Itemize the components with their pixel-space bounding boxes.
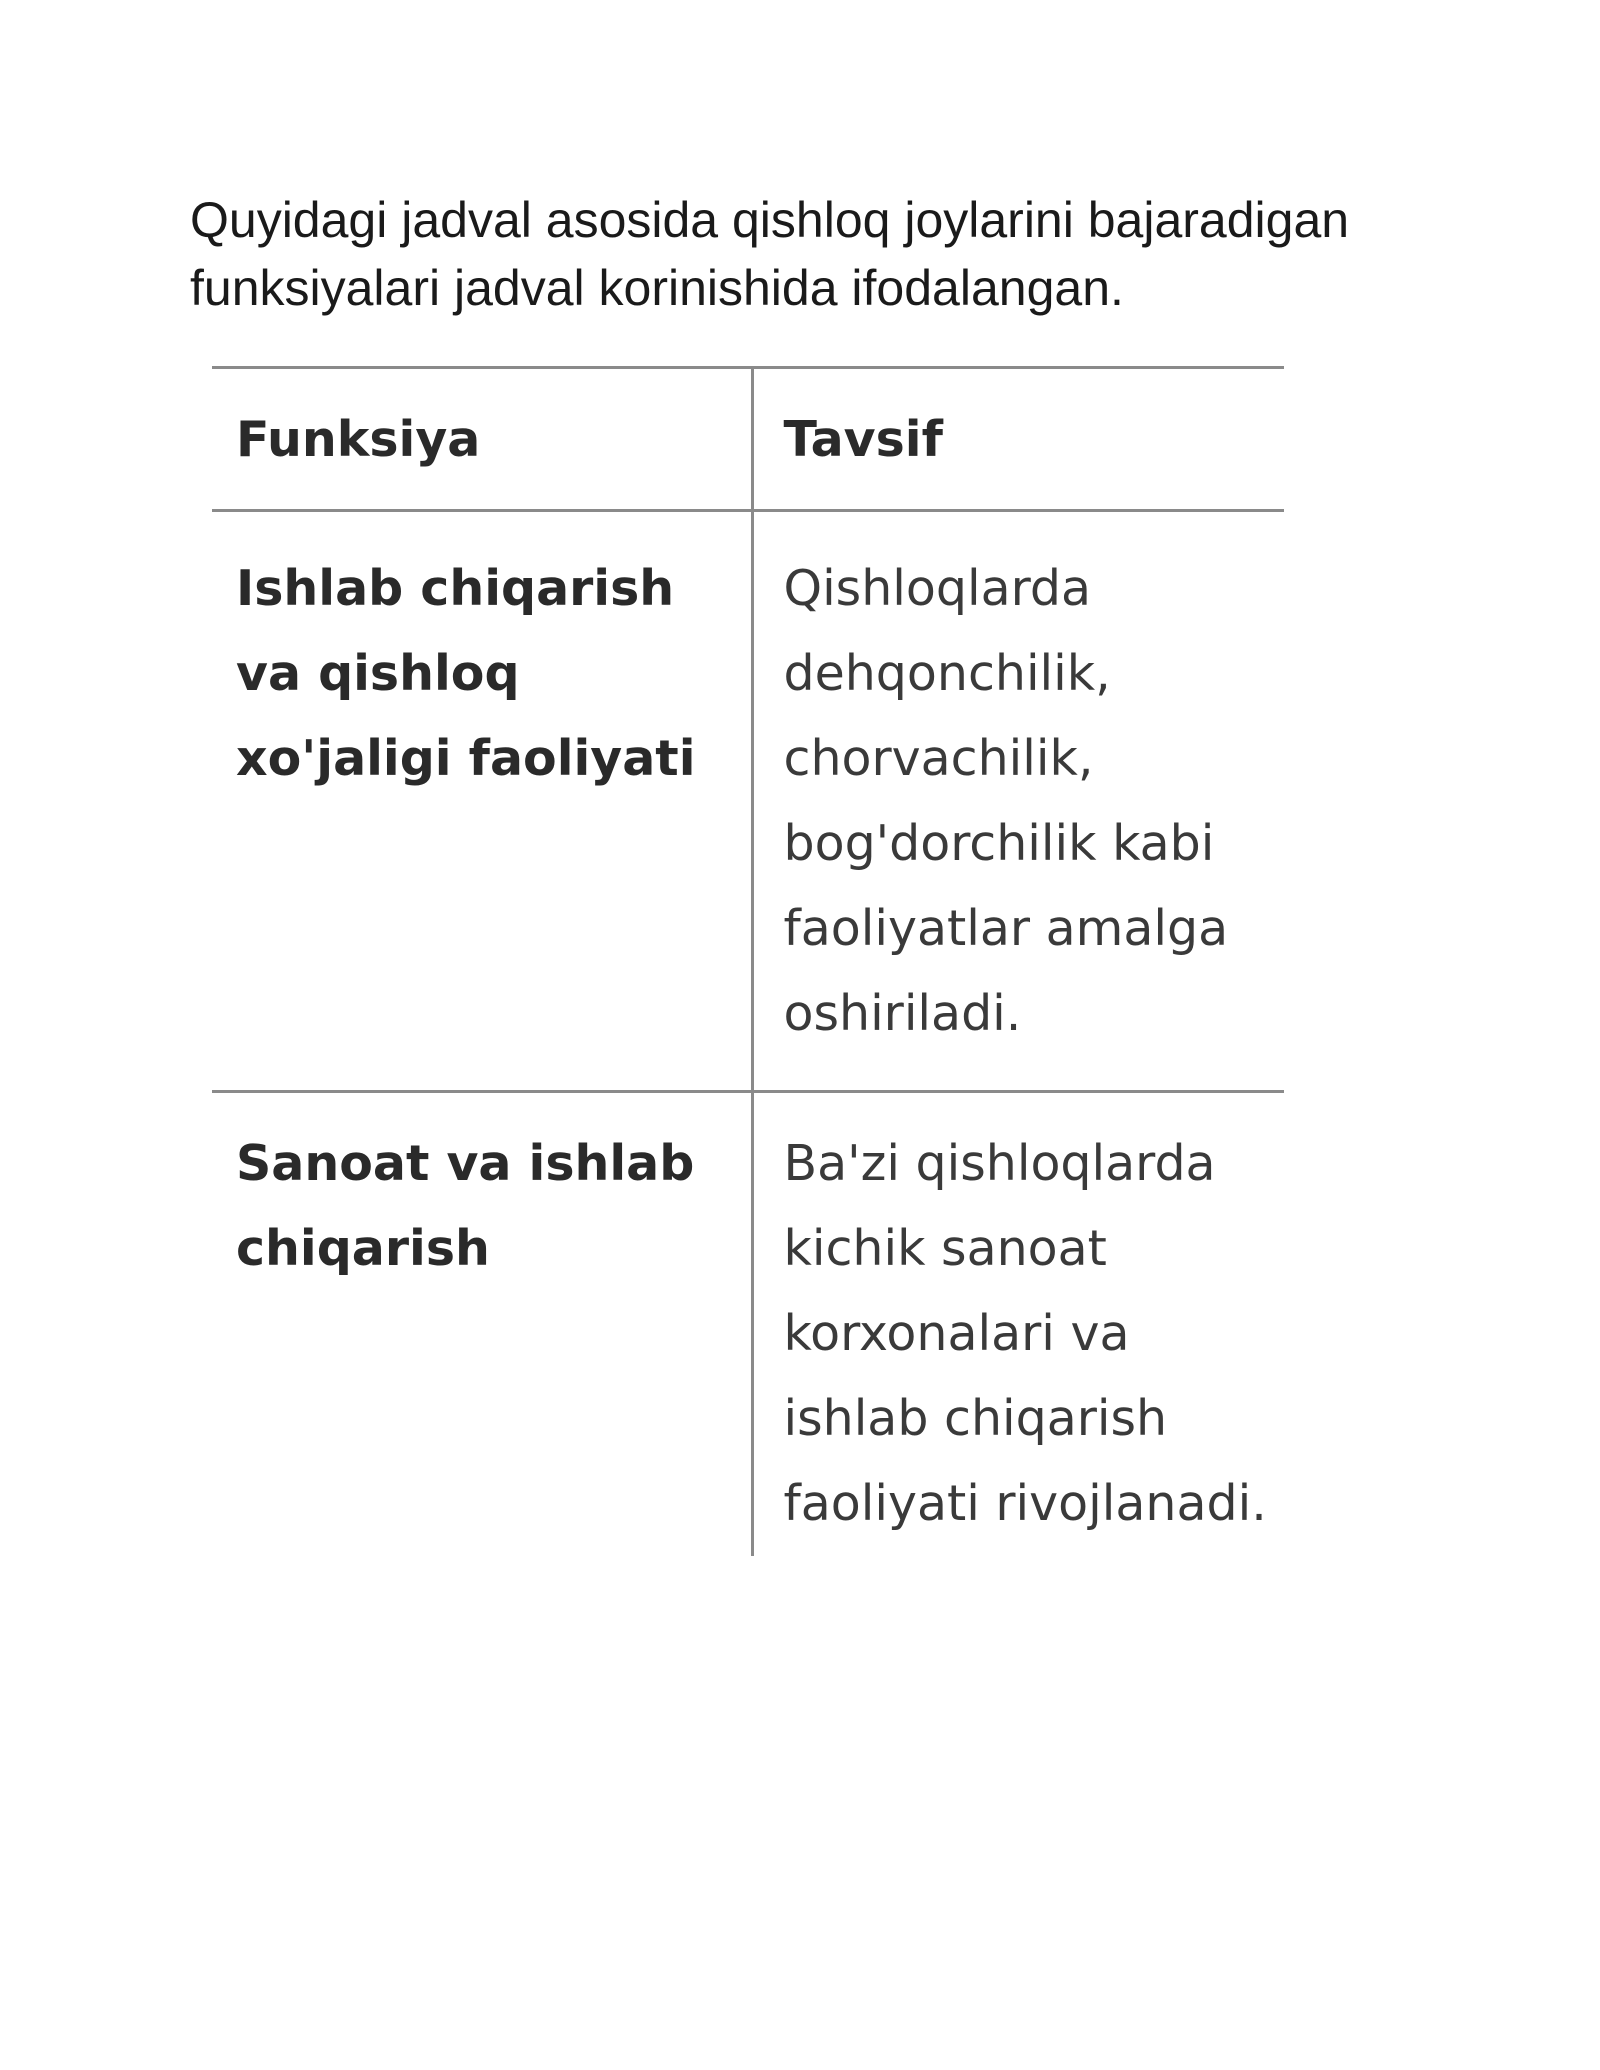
intro-paragraph: Quyidagi jadval asosida qishloq joylarini bajaradigan funksiyalari jadval korinishida ifodalangan.	[190, 192, 1350, 316]
row-description-cell: Ba'zi qishloqlarda kichik sanoat korxonalari va ishlab chiqarish faoliyati rivojlanadi.	[752, 1092, 1284, 1557]
functions-table-container	[212, 366, 1284, 1556]
row-description-cell: Qishloqlarda dehqonchilik, chorvachilik, bog'dorchilik kabi faoliyatlar amalga oshiriladi.	[752, 511, 1284, 1092]
header-description: Tavsif	[752, 368, 1284, 511]
header-function: Funksiya	[236, 410, 481, 468]
row-function-cell: Sanoat va ishlab chiqarish	[236, 1135, 695, 1277]
table-row	[212, 511, 1284, 1092]
row-function-cell: Ishlab chiqarish va qishloq xo'jaligi faoliyati	[236, 560, 696, 787]
functions-table	[212, 366, 1284, 1556]
table-header-row	[212, 368, 1284, 511]
table-row	[212, 1092, 1284, 1557]
